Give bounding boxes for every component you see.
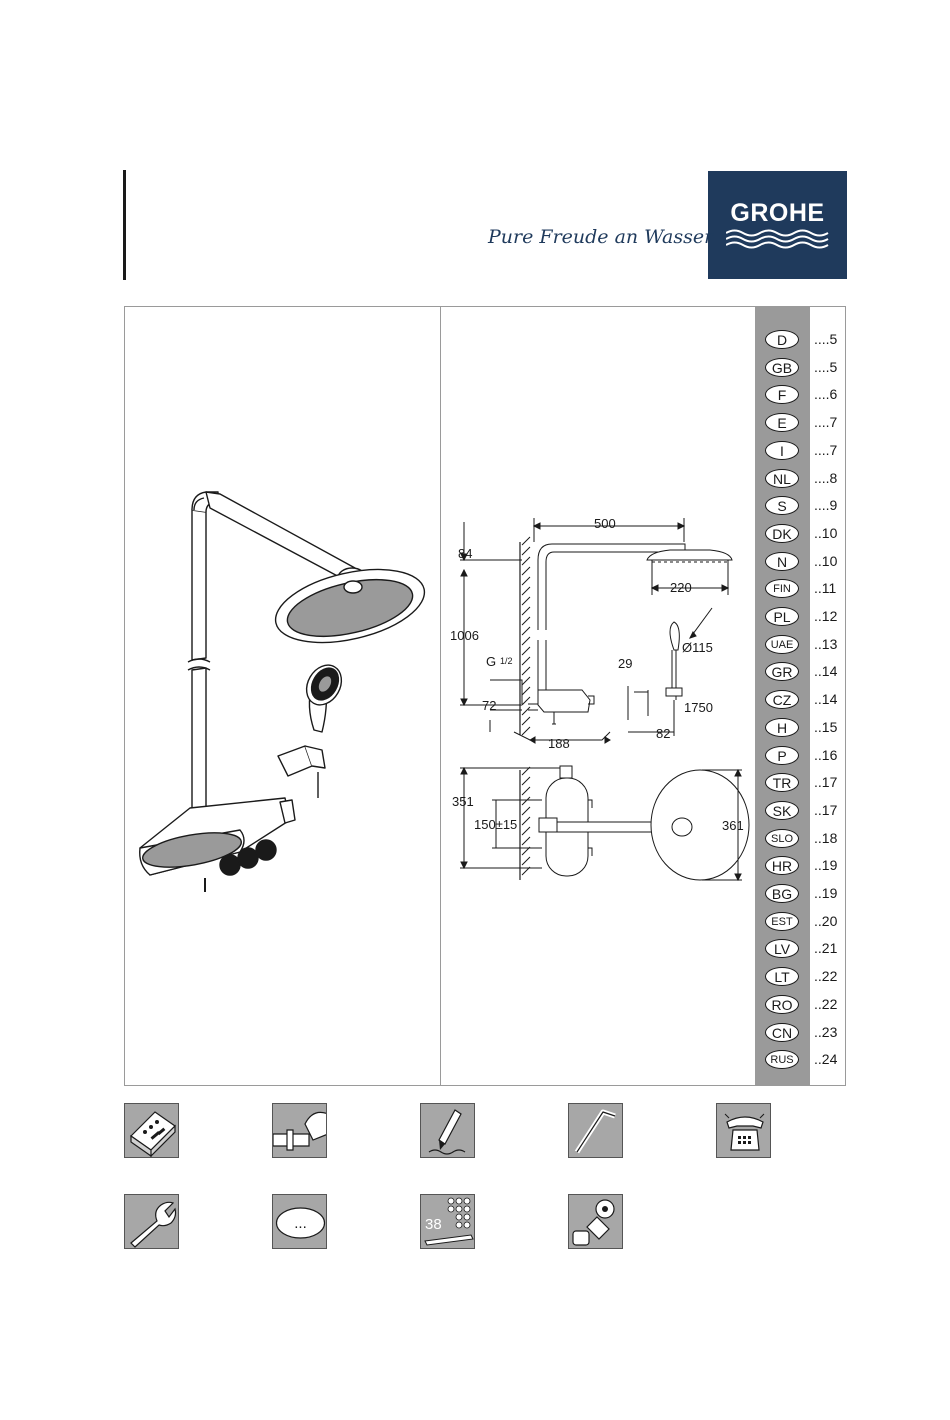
language-code-dk[interactable]: DK bbox=[765, 524, 799, 543]
language-code-e[interactable]: E bbox=[765, 413, 799, 432]
dim-188: 188 bbox=[548, 736, 570, 751]
dim-72: 72 bbox=[482, 698, 497, 713]
language-page-est: ..20 bbox=[814, 912, 838, 929]
language-page-ro: ..22 bbox=[814, 995, 838, 1012]
telephone-service-icon bbox=[716, 1103, 771, 1158]
brand-logo bbox=[708, 171, 847, 279]
language-page-pl: ..12 bbox=[814, 608, 838, 624]
waves-icon bbox=[726, 229, 829, 249]
cartridge-icon bbox=[568, 1194, 623, 1249]
pipe-cleaning-icon bbox=[272, 1103, 327, 1158]
language-page-gb: ....5 bbox=[814, 358, 838, 375]
language-code-cn[interactable]: CN bbox=[765, 1023, 799, 1042]
language-page-dk: ..10 bbox=[814, 524, 838, 541]
language-code-cz[interactable]: CZ bbox=[765, 690, 799, 709]
language-code-lt[interactable]: LT bbox=[765, 967, 799, 986]
language-page-hr: ..19 bbox=[814, 857, 838, 874]
language-page-nl: ....8 bbox=[814, 469, 838, 486]
language-code-fin[interactable]: FIN bbox=[765, 579, 799, 598]
dim-84: 84 bbox=[458, 546, 473, 561]
language-page-cn: ..23 bbox=[814, 1023, 838, 1040]
language-page-s: ....9 bbox=[814, 497, 838, 514]
language-page-p: ..16 bbox=[814, 746, 838, 763]
dim-220: 220 bbox=[670, 580, 692, 595]
language-page-f: ....6 bbox=[814, 386, 838, 403]
language-code-nl[interactable]: NL bbox=[765, 469, 799, 488]
language-page-lv: ..21 bbox=[814, 940, 838, 957]
dim-150: 150±15 bbox=[474, 817, 518, 832]
language-page-uae: ..13 bbox=[814, 635, 838, 652]
language-page-slo: ..18 bbox=[814, 829, 838, 846]
language-code-d[interactable]: D bbox=[765, 330, 799, 349]
language-page-d: ....5 bbox=[814, 331, 838, 347]
language-code-tr[interactable]: TR bbox=[765, 773, 799, 792]
dim-500: 500 bbox=[594, 516, 616, 531]
ellipsis-icon bbox=[272, 1194, 327, 1249]
language-code-uae[interactable]: UAE bbox=[765, 635, 799, 654]
language-code-sk[interactable]: SK bbox=[765, 801, 799, 820]
dim-361: 361 bbox=[722, 818, 744, 833]
language-page-h: ..15 bbox=[814, 718, 838, 735]
dimension-drawing bbox=[442, 500, 754, 900]
language-code-slo[interactable]: SLO bbox=[765, 829, 799, 848]
language-code-hr[interactable]: HR bbox=[765, 856, 799, 875]
language-code-gb[interactable]: GB bbox=[765, 358, 799, 377]
ellipsis-label: ... bbox=[294, 1215, 307, 1232]
language-code-f[interactable]: F bbox=[765, 385, 799, 404]
dim-351: 351 bbox=[452, 794, 474, 809]
language-page-tr: ..17 bbox=[814, 774, 838, 791]
dim-1750: 1750 bbox=[684, 700, 713, 715]
brand-slogan: Pure Freude an Wasser bbox=[488, 226, 714, 248]
frame-divider bbox=[440, 307, 441, 1085]
temperature-label: 38 bbox=[425, 1216, 442, 1233]
language-page-gr: ..14 bbox=[814, 663, 838, 680]
language-code-h[interactable]: H bbox=[765, 718, 799, 737]
language-page-cz: ..14 bbox=[814, 691, 838, 708]
header-rule bbox=[123, 170, 126, 280]
language-code-lv[interactable]: LV bbox=[765, 939, 799, 958]
shower-system-illustration bbox=[130, 480, 435, 910]
language-code-rus[interactable]: RUS bbox=[765, 1050, 799, 1069]
pen-writing-icon bbox=[420, 1103, 475, 1158]
allen-key-icon bbox=[568, 1103, 623, 1158]
language-page-rus: ..24 bbox=[814, 1051, 838, 1068]
dim-29: 29 bbox=[618, 656, 633, 671]
language-code-ro[interactable]: RO bbox=[765, 995, 799, 1014]
language-page-fin: ..11 bbox=[814, 580, 837, 597]
language-code-est[interactable]: EST bbox=[765, 912, 799, 931]
dim-1006: 1006 bbox=[450, 628, 479, 643]
language-code-gr[interactable]: GR bbox=[765, 662, 799, 681]
brand-name: GROHE bbox=[730, 199, 825, 227]
language-page-bg: ..19 bbox=[814, 885, 838, 901]
parts-tray-icon bbox=[124, 1103, 179, 1158]
language-page-sk: ..17 bbox=[814, 801, 838, 818]
temperature-setting-icon bbox=[420, 1194, 475, 1249]
language-code-s[interactable]: S bbox=[765, 496, 799, 515]
language-code-bg[interactable]: BG bbox=[765, 884, 799, 903]
language-page-e: ....7 bbox=[814, 414, 838, 431]
dim-thread-fraction: 1/2 bbox=[500, 656, 513, 666]
dim-115: Ø115 bbox=[682, 640, 713, 655]
dim-82: 82 bbox=[656, 726, 671, 741]
language-code-pl[interactable]: PL bbox=[765, 607, 799, 626]
language-code-p[interactable]: P bbox=[765, 746, 799, 765]
language-page-lt: ..22 bbox=[814, 968, 838, 985]
language-page-i: ....7 bbox=[814, 441, 838, 458]
dim-thread: G bbox=[486, 654, 497, 669]
language-code-i[interactable]: I bbox=[765, 441, 799, 460]
language-page-n: ..10 bbox=[814, 552, 838, 569]
wrench-icon bbox=[124, 1194, 179, 1249]
language-code-n[interactable]: N bbox=[765, 552, 799, 571]
